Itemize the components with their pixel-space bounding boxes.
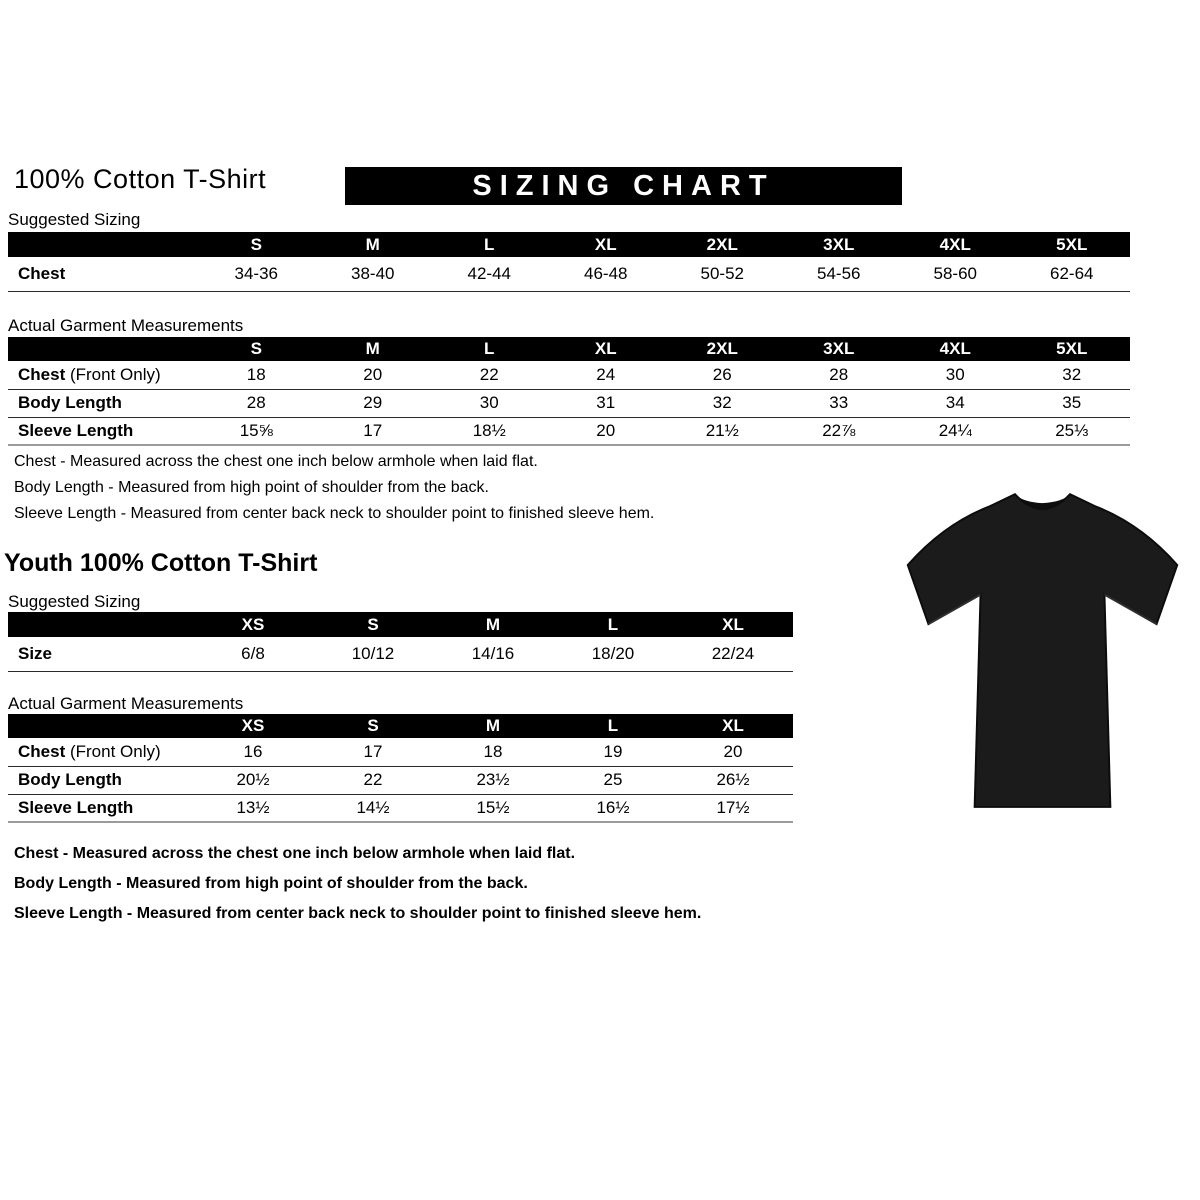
size-value-cell: 28: [781, 361, 898, 389]
size-value-cell: 33: [781, 389, 898, 417]
size-value-cell: 18½: [431, 417, 548, 445]
table-row: [8, 389, 1130, 417]
row-label-text: Sleeve Length: [18, 797, 134, 817]
table-header-row: [8, 612, 793, 637]
size-value-cell: 14½: [313, 794, 433, 822]
table-header-row: [8, 232, 1130, 257]
size-value-cell: 46-48: [548, 257, 665, 291]
youth-suggested-table-wrap: [8, 612, 793, 672]
size-value-cell: 22⅞: [781, 417, 898, 445]
size-value-cell: 24¼: [897, 417, 1014, 445]
column-header: XL: [673, 612, 793, 637]
column-header: XL: [548, 337, 665, 361]
size-value-cell: 26½: [673, 766, 793, 794]
size-value-cell: 34-36: [198, 257, 315, 291]
sizing-chart-banner: SIZING CHART: [345, 167, 902, 205]
note-line: Chest - Measured across the chest one inch below armhole when laid flat.: [14, 453, 538, 470]
adult-suggested-table: [8, 232, 1130, 292]
row-label: [8, 637, 193, 671]
column-header: M: [315, 337, 432, 361]
adult-suggested-table-wrap: [8, 232, 1130, 292]
row-label: [8, 361, 198, 389]
size-value-cell: 10/12: [313, 637, 433, 671]
size-value-cell: 30: [897, 361, 1014, 389]
size-value-cell: 13½: [193, 794, 313, 822]
note-line: Body Length - Measured from high point of shoulder from the back.: [14, 479, 489, 496]
row-label-text: Sleeve Length: [18, 420, 134, 440]
note-line: Body Length - Measured from high point of shoulder from the back.: [14, 875, 528, 892]
youth-section-title: Youth 100% Cotton T-Shirt: [4, 549, 318, 577]
column-header: M: [433, 714, 553, 738]
corner-cell: [8, 714, 193, 738]
row-label: [8, 417, 198, 445]
row-label: [8, 738, 193, 766]
youth-measurement-notes: [14, 845, 701, 935]
size-value-cell: 20: [673, 738, 793, 766]
row-label-text: Chest: [18, 263, 66, 283]
note-line: Chest - Measured across the chest one inch below armhole when laid flat.: [14, 845, 576, 862]
row-label: [8, 766, 193, 794]
tshirt-silhouette-icon: [895, 478, 1190, 833]
size-value-cell: 32: [664, 389, 781, 417]
table-header-row: [8, 714, 793, 738]
column-header: 5XL: [1014, 232, 1131, 257]
table-row: [8, 766, 793, 794]
youth-suggested-table: [8, 612, 793, 672]
size-value-cell: 19: [553, 738, 673, 766]
size-value-cell: 42-44: [431, 257, 548, 291]
size-value-cell: 17½: [673, 794, 793, 822]
table-row: [8, 257, 1130, 291]
column-header: 2XL: [664, 337, 781, 361]
size-value-cell: 22: [431, 361, 548, 389]
column-header: S: [313, 714, 433, 738]
column-header: XL: [673, 714, 793, 738]
size-value-cell: 18: [198, 361, 315, 389]
table-row: [8, 794, 793, 822]
size-value-cell: 54-56: [781, 257, 898, 291]
column-header: XL: [548, 232, 665, 257]
size-value-cell: 25⅓: [1014, 417, 1131, 445]
youth-suggested-heading: Suggested Sizing: [8, 592, 141, 611]
row-label-text: Body Length: [18, 770, 122, 789]
column-header: XS: [193, 714, 313, 738]
table-row: [8, 417, 1130, 445]
row-label-text: Size: [18, 643, 53, 663]
size-value-cell: 24: [548, 361, 665, 389]
size-value-cell: 20: [315, 361, 432, 389]
row-label: [8, 794, 193, 822]
note-line: Sleeve Length - Measured from center back neck to shoulder point to finished sleeve hem.: [14, 505, 655, 522]
adult-suggested-heading: Suggested Sizing: [8, 210, 141, 229]
size-value-cell: 20: [548, 417, 665, 445]
column-header: 3XL: [781, 232, 898, 257]
size-value-cell: 25: [553, 766, 673, 794]
column-header: 4XL: [897, 232, 1014, 257]
column-header: 2XL: [664, 232, 781, 257]
size-value-cell: 50-52: [664, 257, 781, 291]
size-value-cell: 22: [313, 766, 433, 794]
adult-actual-heading: Actual Garment Measurements: [8, 316, 244, 335]
size-value-cell: 26: [664, 361, 781, 389]
corner-cell: [8, 612, 193, 637]
size-value-cell: 14/16: [433, 637, 553, 671]
column-header: L: [431, 337, 548, 361]
column-header: 5XL: [1014, 337, 1131, 361]
youth-actual-table: [8, 714, 793, 823]
size-value-cell: 38-40: [315, 257, 432, 291]
column-header: 4XL: [897, 337, 1014, 361]
size-value-cell: 22/24: [673, 637, 793, 671]
column-header: M: [315, 232, 432, 257]
adult-section-title: 100% Cotton T-Shirt: [14, 164, 267, 194]
column-header: M: [433, 612, 553, 637]
size-value-cell: 16: [193, 738, 313, 766]
column-header: S: [313, 612, 433, 637]
size-value-cell: 58-60: [897, 257, 1014, 291]
column-header: 3XL: [781, 337, 898, 361]
size-value-cell: 23½: [433, 766, 553, 794]
column-header: L: [553, 714, 673, 738]
size-value-cell: 17: [315, 417, 432, 445]
corner-cell: [8, 337, 198, 361]
size-value-cell: 15½: [433, 794, 553, 822]
column-header: S: [198, 337, 315, 361]
size-value-cell: 29: [315, 389, 432, 417]
size-value-cell: 35: [1014, 389, 1131, 417]
adult-actual-table: [8, 337, 1130, 446]
column-header: L: [431, 232, 548, 257]
size-value-cell: 34: [897, 389, 1014, 417]
size-value-cell: 31: [548, 389, 665, 417]
row-label-suffix: (Front Only): [69, 741, 161, 761]
size-value-cell: 18/20: [553, 637, 673, 671]
note-line: Sleeve Length - Measured from center back neck to shoulder point to finished sleeve hem.: [14, 905, 702, 922]
table-row: [8, 361, 1130, 389]
row-label-text: Chest: [18, 364, 66, 384]
adult-actual-table-wrap: [8, 337, 1130, 446]
youth-actual-table-wrap: [8, 714, 793, 823]
tshirt-image: [895, 478, 1190, 833]
column-header: S: [198, 232, 315, 257]
row-label-suffix: (Front Only): [69, 364, 161, 384]
column-header: L: [553, 612, 673, 637]
row-label-text: Body Length: [18, 393, 122, 412]
size-value-cell: 28: [198, 389, 315, 417]
table-row: [8, 738, 793, 766]
youth-actual-heading: Actual Garment Measurements: [8, 694, 244, 713]
size-value-cell: 32: [1014, 361, 1131, 389]
size-value-cell: 16½: [553, 794, 673, 822]
table-row: [8, 637, 793, 671]
table-header-row: [8, 337, 1130, 361]
size-value-cell: 18: [433, 738, 553, 766]
size-value-cell: 21½: [664, 417, 781, 445]
size-value-cell: 17: [313, 738, 433, 766]
row-label-text: Chest: [18, 741, 66, 761]
size-value-cell: 62-64: [1014, 257, 1131, 291]
column-header: XS: [193, 612, 313, 637]
size-value-cell: 30: [431, 389, 548, 417]
row-label: [8, 257, 198, 291]
size-value-cell: 20½: [193, 766, 313, 794]
size-value-cell: 6/8: [193, 637, 313, 671]
size-value-cell: 15⅝: [198, 417, 315, 445]
corner-cell: [8, 232, 198, 257]
adult-measurement-notes: [14, 453, 654, 531]
row-label: [8, 389, 198, 417]
